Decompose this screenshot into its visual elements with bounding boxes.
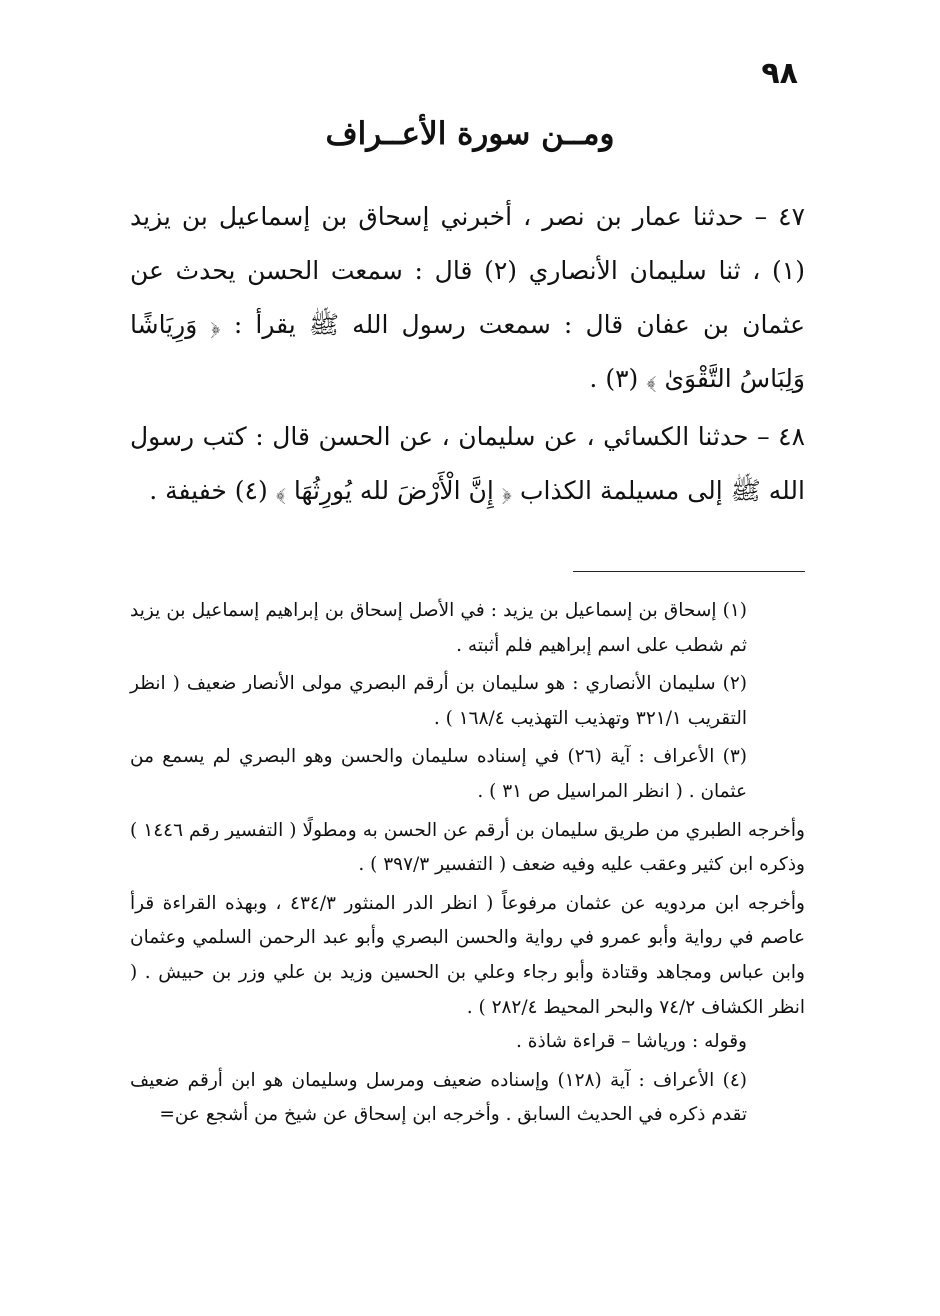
footnote-3-ibn-mardawayh: وأخرجه ابن مردويه عن عثمان مرفوعاً ( انظر الدر المنثور ٤٣٤/٣ ، وبهذه القراءة قرأ عاصم في رواية وأبو عمرو في رواية والحسن البصري وأبو عبد الرحمن السلمي وعثمان وابن عباس ومجاهد وقتادة وأبو رجاء وعلي بن الحسين وزيد بن علي وزر بن حبيش . ( انظر الكشاف ٧٤/٢ والبحر المحيط ٢٨٢/٤ ) .	[130, 892, 805, 1018]
footnote-2: (٢) سليمان الأنصاري : هو سليمان بن أرقم البصري مولى الأنصار ضعيف ( انظر التقريب ٣٢١/١ وتهذيب التهذيب ١٦٨/٤ ) .	[130, 673, 747, 729]
footnotes	[130, 594, 805, 1133]
footnote-3-qawluhu: وقوله : ورياشا – قراءة شاذة .	[516, 1031, 747, 1053]
footnote-divider	[573, 571, 805, 572]
hadith-entry-47: ٤٧ – حدثنا عمار بن نصر ، أخبرني إسحاق بن إسماعيل بن يزيد (١) ، ثنا سليمان الأنصاري (٢) قال : سمعت الحسن يحدث عن عثمان بن عفان قال : سمعت رسول الله ﷺ يقرأ : ﴿ وَرِيَاشًا وَلِبَاسُ التَّقْوَىٰ ﴾ (٣) .	[130, 202, 805, 393]
hadith-entry-48: ٤٨ – حدثنا الكسائي ، عن سليمان ، عن الحسن قال : كتب رسول الله ﷺ إلى مسيلمة الكذاب ﴿ إِنَّ الْأَرْضَ لله يُورِثُهَا ﴾ (٤) خفيفة .	[130, 422, 805, 505]
chapter-title: ومــن سورة الأعــراف	[325, 116, 615, 152]
footnote-3: (٣) الأعراف : آية (٢٦) في إسناده سليمان والحسن وهو البصري لم يسمع من عثمان . ( انظر المراسيل ص ٣١ ) .	[130, 746, 747, 802]
main-text	[130, 190, 805, 518]
page-number: ٩٨	[761, 56, 798, 91]
footnote-1: (١) إسحاق بن إسماعيل بن يزيد : في الأصل إسحاق بن إبراهيم إسماعيل بن يزيد ثم شطب على اسم إبراهيم فلم أثبته .	[130, 600, 747, 656]
footnote-3-tabari: وأخرجه الطبري من طريق سليمان بن أرقم عن الحسن به ومطولًا ( التفسير رقم ١٤٤٦ ) وذكره ابن كثير وعقب عليه وفيه ضعف ( التفسير ٣٩٧/٣ ) .	[130, 819, 805, 876]
footnote-4: (٤) الأعراف : آية (١٢٨) وإسناده ضعيف ومرسل وسليمان هو ابن أرقم ضعيف تقدم ذكره في الحديث السابق . وأخرجه ابن إسحاق عن شيخ من أشجع عن=	[130, 1069, 747, 1126]
